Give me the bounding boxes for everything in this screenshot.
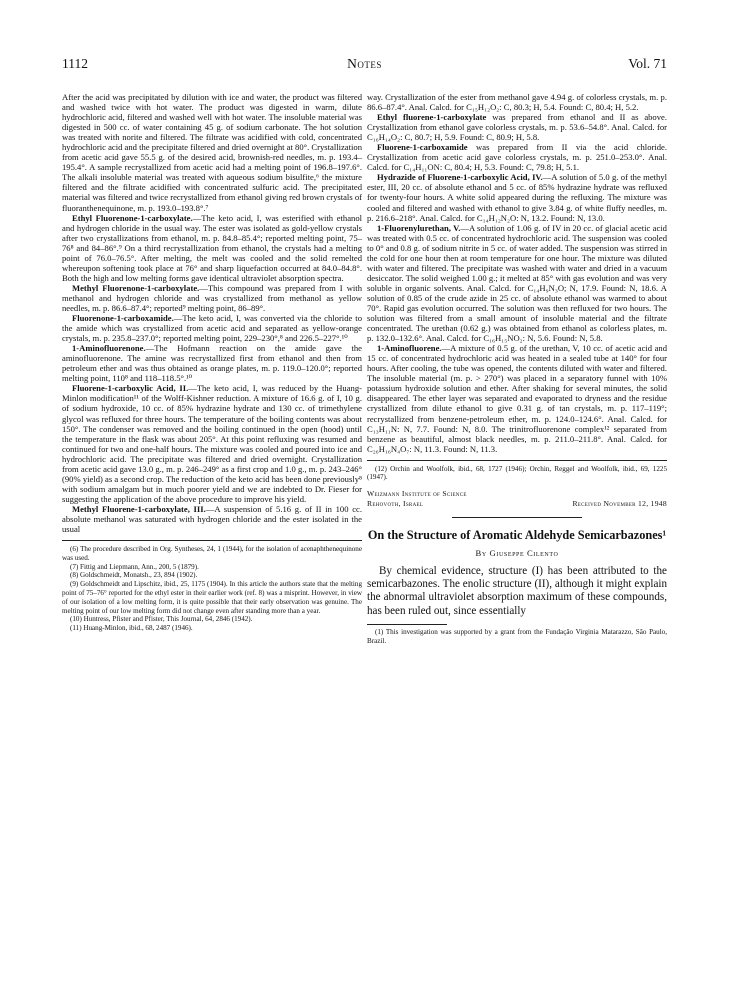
footnote: (7) Fittig and Liepmann, Ann., 200, 5 (1879). (70, 562, 199, 571)
right-column (367, 92, 667, 645)
section-heading: 1-Aminofluorenone. (72, 343, 146, 354)
article-body (367, 565, 667, 618)
paragraph-text: —The keto acid, I, was converted via the chloride to the amide which was crystallized from acetic acid and separated as yellow-orange crystals, m. p. 235.8–237.0°; reported melting point, 229–230°,⁸ and 226.5–227°.¹⁰ (62, 313, 362, 344)
journal-section: Notes (347, 56, 382, 71)
section-heading: Fluorene-1-carboxylic Acid, II. (72, 383, 189, 394)
paragraph (367, 92, 667, 112)
institution-block (367, 489, 667, 508)
section-heading: Fluorenone-1-carboxamide. (72, 313, 174, 324)
section-heading: Methyl Fluorene-1-carboxylate, III. (72, 503, 206, 514)
paragraph (367, 343, 667, 454)
section-heading: 1-Fluorenylurethan, V. (377, 222, 461, 233)
section-heading: Hydrazide of Fluorene-1-carboxylic Acid, IV. (377, 172, 543, 183)
acknowledgment-text: (1) This investigation was supported by a grant from the Fundação Virginia Matarazzo, São Paulo, Brazil. (367, 627, 667, 645)
paragraph (62, 213, 362, 283)
received-date: Received November 12, 1948 (572, 498, 667, 508)
paragraph (367, 112, 667, 142)
paragraph (367, 142, 667, 172)
page-number: 1112 (62, 56, 88, 71)
left-column-text (62, 92, 362, 534)
footnote-rule (62, 540, 362, 541)
paragraph (62, 313, 362, 343)
paragraph (367, 172, 667, 222)
paragraph (62, 283, 362, 313)
section-heading: 1-Aminofluorene. (377, 343, 442, 354)
footnote: (9) Goldschmeidt and Lipschitz, ibid., 25, 1175 (1904). In this article the authors state that the melting point of 75–76° reported for the ethyl ester in their earlier work (ref. 8) was a misprint. However, in view of our isolation of a low melting form, it is quite possible that their early observation was genuine. The melting point of our low melting form did not change even after standing more than a year. (62, 580, 362, 615)
paragraph (62, 343, 362, 383)
article-title: On the Structure of Aromatic Aldehyde Semicarbazones¹ (367, 528, 667, 543)
acknowledgment-rule (367, 624, 447, 625)
paragraph-text: —This compound was prepared from I with methanol and hydrogen chloride and was crystallized from methanol as yellow needles, m. p. 86.6–87.4°; reported⁹ melting point, 86–89°. (62, 282, 362, 313)
paragraph (62, 92, 362, 213)
paragraph-text: —A suspension of 5.16 g. of II in 100 cc. absolute methanol was saturated with hydrogen chloride and the ester isolated in the usual (62, 503, 362, 535)
paragraph-text: was prepared from II via the acid chloride. Crystallization from acetic acid gave colorless crystals, m. p. 251.0–253.0°. Anal. Calcd. for C₁₄H₁₁ON: C, 80.4; H, 5.3. Found: C, 79.8; H, 5.1. (367, 142, 667, 173)
paragraph-text: —A solution of 5.0 g. of the methyl ester, III, 20 cc. of absolute ethanol and 5 cc. of 85% hydrazine hydrate was refluxed for twenty-four hours. A white solid appeared during the refluxing. The mixture was cooled and filtered and washed with ethanol to give 3.84 g. of white fluffy needles, m. p. 216.6–218°. Anal. Calcd. for C₁₄H₁₂N₂O: N, 13.2. Found: N, 13.0. (367, 172, 668, 223)
paragraph (62, 504, 362, 534)
section-heading: Ethyl fluorene-1-carboxylate (377, 112, 487, 123)
footnote-text: (12) Orchin and Woolfolk, ibid., 68, 1727 (1946); Orchin, Reggel and Woolfolk, ibid., 69, 1225 (1947). (367, 464, 667, 482)
paragraph-text: —A mixture of 0.5 g. of the urethan, V, 10 cc. of acetic acid and 15 cc. of concentrated hydrochloric acid was heated in a sealed tube at 140° for four hours. After cooling, the tube was opened, the contents diluted with water and filtered. The insoluble material (m. p. > 270°) was placed in a separatory funnel with 10% potassium hydroxide solution and ether. After shaking for several minutes, the solid disappeared. The ether layer was separated and evaporated to dryness and the residue crystallized from dilute ethanol to give 0.31 g. of tan crystals, m. p. 117–119°; recrystallized from benzene-petroleum ether, m. p. 124.0–124.6°. Anal. Calcd. for C₁₃H₁₁N: N, 7.7. Found: N, 8.0. The trinitrofluorenone complex¹² separated from benzene as beautiful, almost black needles, m. p. 211.0–211.8°. Anal. Calcd. for C₂₆H₁₆N₄O₇: N, 11.3. Found: N, 11.3. (367, 343, 667, 454)
left-column (62, 92, 362, 633)
acknowledgment (367, 628, 667, 646)
paragraph-text: —The keto acid, I, was reduced by the Huang-Minlon modification¹¹ of the Wolff-Kishner reduction. A mixture of 16.6 g. of I, 10 g. of sodium hydroxide, 10 cc. of 85% hydrazine hydrate and 130 cc. of trimethylene glycol was refluxed for three hours. The temperature of the boiling contents was about 150°. The condenser was removed and the boiling continued in the open (hood) until the temperature in the flask was about 205°. At this point refluxing was resumed and continued for two and one-half hours. The mixture was cooled and poured into ice and hydrochloric acid. The precipitate was filtered and dried overnight. Crystallization from acetic acid gave 13.0 g., m. p. 246–249° as a first crop and 1.0 g., m. p. 243–246° (90% yield) as a second crop. The reduction of the keto acid has been done previously⁸ with sodium amalgam but in much poorer yield and we are indebted to Dr. Fieser for suggesting the application of the above procedure to improve his yield. (62, 383, 362, 504)
paragraph-text: —The Hofmann reaction on the amide gave the aminofluorenone. The amine was recrystallized first from ethanol and then from petroleum ether and was thus obtained as orange plates, m. p. 119.0–120.0°; reported melting point, 110⁸ and 118–118.5°.¹⁰ (62, 343, 362, 384)
paragraph-text: was prepared from ethanol and II as above. Crystallization from ethanol gave colorless crystals, m. p. 53.6–54.8°. Anal. Calcd. for C₁₆H₁₄O₂: C, 80.7; H, 5.9. Found: C, 80.9; H, 5.8. (367, 112, 667, 143)
article-paragraph: By chemical evidence, structure (I) has been attributed to the semicarbazones. The enolic structure (II), although it might explain the abnormal ultraviolet absorption maximum of these compounds, has been ruled out, since essentially (367, 564, 667, 617)
article-separator (452, 517, 582, 518)
volume-number: Vol. 71 (628, 56, 667, 71)
section-heading: Fluorene-1-carboxamide (377, 142, 468, 153)
article-author: By Giuseppe Cilento (475, 547, 559, 558)
footnote: (11) Huang-Minlon, ibid., 68, 2487 (1946). (70, 624, 193, 633)
paragraph-text: After the acid was precipitated by dilution with ice and water, the product was filtered and washed twice with hot water. The product was digested in warm, dilute hydrochloric acid, filtered and washed well with hot water. The insoluble material was digested in 500 cc. of water containing 45 g. of sodium carbonate. The hot solution was treated with norite and filtered. The filtrate was acidified with cold, concentrated hydrochloric acid and the precipitate filtered and dried overnight at 80°. Crystallization from acetic acid gave 55.5 g. of the desired acid, brownish-red needles, m. p. 193.4–195.4°. A sample recrystallized from acetic acid had a melting point of 196.8–197.6°. The alkali insoluble material was treated with aqueous sodium bisulfite,⁶ the mixture filtered and the filtrate acidified with concentrated sulfuric acid. The precipitated material was filtered and twice recrystallized from ethanol giving red brown crystals of fluoranthenequinone, m. p. 193.0–193.8°.⁷ (62, 92, 362, 213)
footnote: (8) Goldschmeidt, Monatsh., 23, 894 (1902). (70, 571, 198, 580)
footnote-12 (367, 465, 667, 483)
paragraph-text: —The keto acid, I, was esterified with ethanol and hydrogen chloride in the usual way. The ester was isolated as gold-yellow crystals after two crystallizations from ethanol, m. p. 84.8–85.4°; reported melting point, 75–76⁸ and 84–86°.⁹ On a third recrystallization from ethanol, the crystals had a melting point of 76.0–76.5°. After melting, the melt was cooled and the solid remelted whereupon softening took place at 76° and sharp liquefaction occurred at 84.0–84.8°. Both the high and low melting forms gave identical ultraviolet absorption spectra. (62, 212, 362, 283)
right-column-text (367, 92, 667, 454)
page-header (62, 56, 667, 76)
footnote-rule (367, 460, 667, 461)
paragraph (62, 383, 362, 504)
footnote: (6) The procedure described in Org. Syntheses, 24, 1 (1944), for the isolation of acenaphthenequinone was used. (62, 545, 362, 562)
institution-location: Rehovoth, Israel (367, 498, 424, 508)
paragraph (367, 223, 667, 344)
section-heading: Methyl Fluorenone-1-carboxylate. (72, 282, 200, 293)
paragraph-text: —A solution of 1.06 g. of IV in 20 cc. of glacial acetic acid was treated with 0.5 cc. of concentrated hydrochloric acid. The suspension was cooled to 0° and 0.8 g. of sodium nitrite in 5 cc. of water added. The suspension was stirred in the cold for one hour then at room temperature for one hour. The mixture was diluted with water and filtered. The precipitate was washed with water and dried in a vacuum desiccator. The solid weighed 1.00 g.; it melted at 85° with gas evolution and was very soluble in organic solvents. Anal. Calcd. for C₁₄H₉N₃O; N, 17.9. Found: N, 18.6. A solution of 0.85 of the crude azide in 25 cc. of absolute ethanol was warmed to about 70°. Rapid gas evolution occurred. The solution was then refluxed for two hours. The solution was filtered from a small amount of insoluble material and the filtrate concentrated. The urethan (0.62 g.) was obtained from ethanol as colorless plates, m. p. 132.0–132.6°. Anal. Calcd. for C₁₆H₁₅NO₂: N, 5.6. Found: N, 5.8. (367, 222, 667, 344)
footnotes (62, 545, 362, 633)
paragraph-text: way. Crystallization of the ester from methanol gave 4.94 g. of colorless crystals, m. p. 86.6–87.4°. Anal. Calcd. for C₁₅H₁₂O₂: C, 80.3; H, 5.4. Found: C, 80.4; H, 5.2. (367, 92, 667, 113)
institution-name: Weizmann Institute of Science (367, 489, 467, 499)
footnote: (10) Huntress, Pfister and Pfister, This Journal, 64, 2846 (1942). (70, 615, 253, 624)
section-heading: Ethyl Fluorenone-1-carboxylate. (72, 212, 193, 223)
